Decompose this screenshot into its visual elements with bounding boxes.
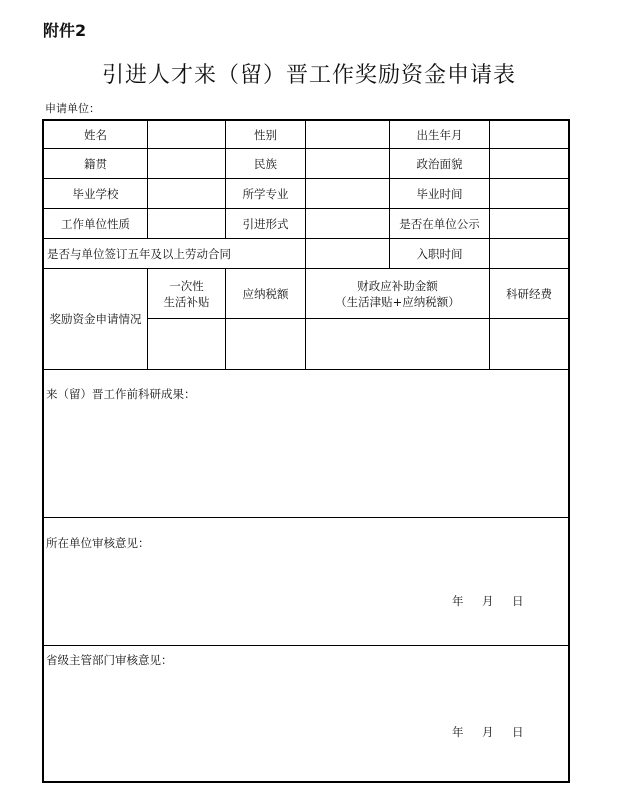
page-title: 引进人才来（留）晋工作奖励资金申请表 (101, 63, 516, 88)
header-living-subsidy (148, 269, 225, 318)
label-award-application: 奖励资金申请情况 (49, 312, 142, 326)
field-labor-contract[interactable] (306, 239, 389, 268)
field-birth-date[interactable] (490, 121, 568, 148)
unit-review-date-month: 月 (482, 594, 494, 608)
section-unit-review: 所在单位审核意见： (46, 536, 150, 550)
field-name[interactable] (148, 121, 225, 148)
field-native-place[interactable] (148, 149, 225, 178)
label-introduction-form: 引进形式 (242, 216, 289, 231)
label-graduation-time: 毕业时间 (416, 186, 463, 201)
label-publicized: 是否在单位公示 (399, 216, 480, 231)
header-research-funds: 科研经费 (506, 286, 552, 301)
label-entry-time: 入职时间 (416, 246, 463, 261)
label-school: 毕业学校 (72, 186, 119, 201)
label-major: 所学专业 (242, 186, 289, 201)
section-research-results: 来（留）晋工作前科研成果： (46, 387, 196, 401)
field-dept-review[interactable] (44, 670, 568, 720)
label-labor-contract: 是否与单位签订五年及以上劳动合同 (47, 246, 231, 261)
field-introduction-form[interactable] (306, 209, 389, 238)
dept-review-date-day: 日 (512, 725, 524, 739)
label-name: 姓名 (84, 127, 107, 142)
table-border-right (568, 119, 570, 783)
dept-review-date-year: 年 (452, 725, 464, 739)
field-publicized[interactable] (490, 209, 568, 238)
field-living-subsidy[interactable] (148, 319, 225, 369)
table-border-bottom (42, 781, 570, 783)
unit-review-date-day: 日 (512, 594, 524, 608)
field-ethnicity[interactable] (306, 149, 389, 178)
field-gender[interactable] (306, 121, 389, 148)
unit-review-date-year: 年 (452, 594, 464, 608)
field-entry-time[interactable] (490, 239, 568, 268)
field-graduation-time[interactable] (490, 179, 568, 208)
field-research-funds[interactable] (490, 319, 568, 369)
row-divider (42, 517, 570, 518)
field-political-status[interactable] (490, 149, 568, 178)
row-divider (42, 369, 570, 370)
field-unit-review[interactable] (44, 553, 568, 593)
dept-review-date-month: 月 (482, 725, 494, 739)
attachment-label: 附件2 (43, 21, 87, 40)
label-employer-type: 工作单位性质 (61, 216, 130, 231)
field-employer-type[interactable] (148, 209, 225, 238)
header-fiscal-subsidy-line2: （生活津贴+应纳税额） (335, 294, 460, 309)
applicant-unit-label: 申请单位： (45, 102, 100, 115)
field-school[interactable] (148, 179, 225, 208)
row-divider (42, 645, 570, 646)
label-ethnicity: 民族 (254, 156, 277, 171)
label-native-place: 籍贯 (84, 156, 107, 171)
label-political-status: 政治面貌 (416, 156, 463, 171)
field-tax-payable[interactable] (226, 319, 305, 369)
field-research-results[interactable] (44, 405, 568, 517)
field-fiscal-subsidy[interactable] (306, 319, 489, 369)
section-dept-review: 省级主管部门审核意见： (46, 653, 173, 667)
label-birth-date: 出生年月 (416, 127, 463, 142)
header-living-subsidy-line1: 一次性 (169, 278, 204, 293)
header-living-subsidy-line2: 生活补贴 (163, 294, 210, 309)
header-tax-payable: 应纳税额 (242, 286, 289, 301)
field-major[interactable] (306, 179, 389, 208)
header-fiscal-subsidy (306, 269, 489, 318)
header-fiscal-subsidy-line1: 财政应补助金额 (357, 278, 438, 293)
label-gender: 性别 (254, 127, 277, 142)
